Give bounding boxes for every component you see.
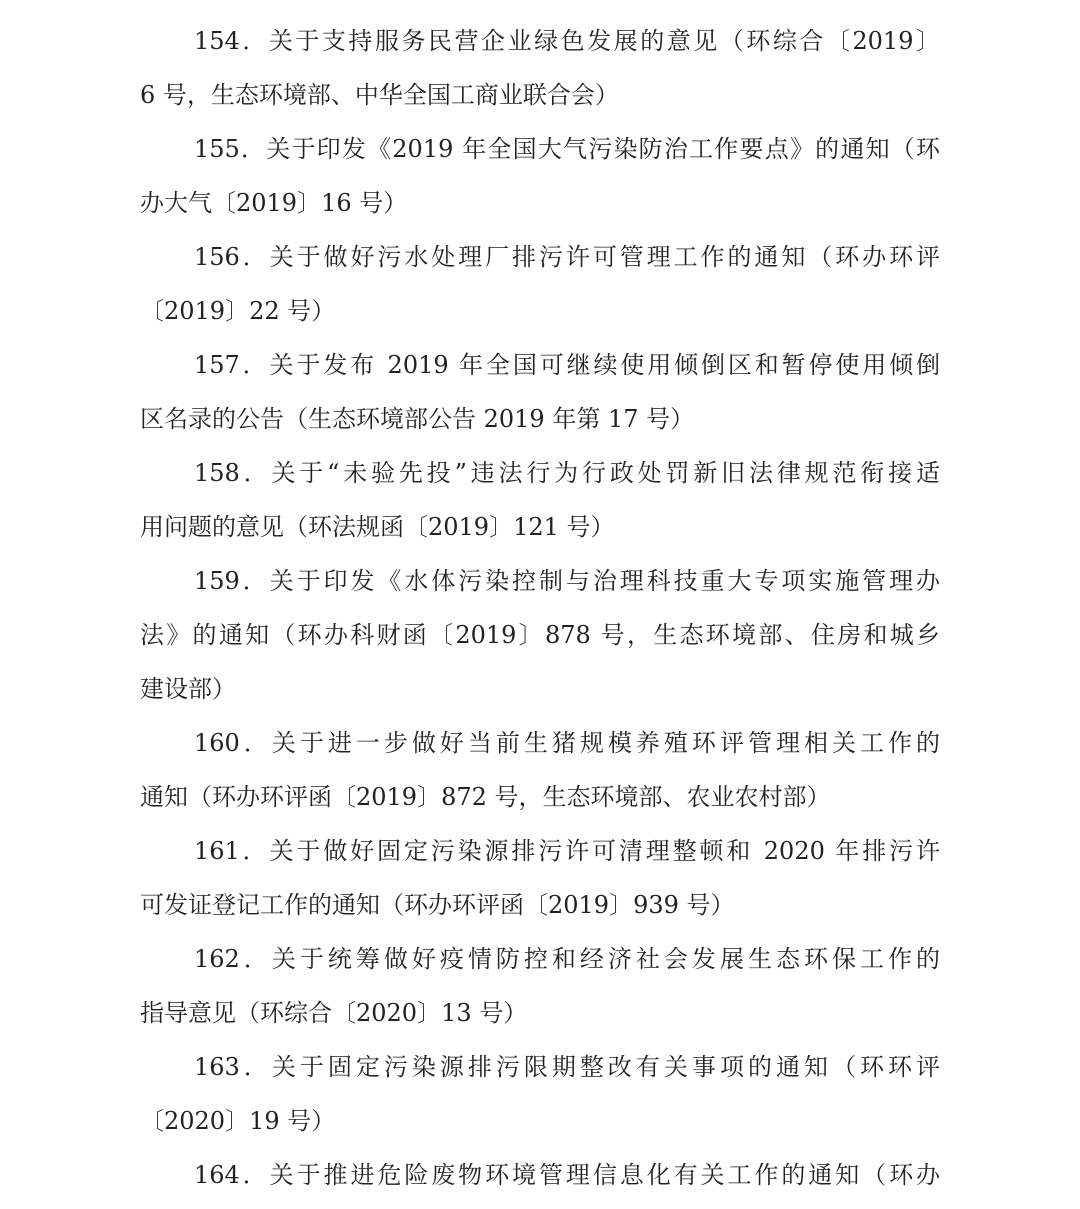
item-line: 155．关于印发《2019 年全国大气污染防治工作要点》的通知（环: [194, 135, 940, 163]
item-line: 157．关于发布 2019 年全国可继续使用倾倒区和暂停使用倾倒: [194, 351, 940, 379]
list-item-158: [140, 446, 940, 554]
item-line: 法》的通知（环办科财函〔2019〕878 号，生态环境部、住房和城乡: [140, 621, 940, 649]
list-item-161: [140, 824, 940, 932]
list-item-159: [140, 554, 940, 716]
item-line: 164．关于推进危险废物环境管理信息化有关工作的通知（环办: [194, 1161, 940, 1189]
item-line: 区名录的公告（生态环境部公告 2019 年第 17 号）: [140, 405, 695, 433]
item-line: 154．关于支持服务民营企业绿色发展的意见（环综合〔2019〕: [194, 27, 940, 55]
item-line: 用问题的意见（环法规函〔2019〕121 号）: [140, 513, 615, 541]
item-line: 156．关于做好污水处理厂排污许可管理工作的通知（环办环评: [194, 243, 940, 271]
item-line: 建设部）: [140, 675, 236, 703]
item-line: 通知（环办环评函〔2019〕872 号，生态环境部、农业农村部）: [140, 783, 831, 811]
item-line: 159．关于印发《水体污染控制与治理科技重大专项实施管理办: [194, 567, 940, 595]
item-line: 160．关于进一步做好当前生猪规模养殖环评管理相关工作的: [194, 729, 940, 757]
list-item-164: [140, 1148, 940, 1202]
list-item-154: [140, 14, 940, 122]
item-line: 6 号，生态环境部、中华全国工商业联合会）: [140, 81, 619, 109]
item-line: 〔2019〕22 号）: [140, 297, 336, 325]
item-line: 可发证登记工作的通知（环办环评函〔2019〕939 号）: [140, 891, 735, 919]
list-item-155: [140, 122, 940, 230]
item-line: 指导意见（环综合〔2020〕13 号）: [140, 999, 528, 1027]
list-item-160: [140, 716, 940, 824]
document-page: [140, 14, 940, 1202]
list-item-162: [140, 932, 940, 1040]
list-item-157: [140, 338, 940, 446]
item-line: 办大气〔2019〕16 号）: [140, 189, 408, 217]
list-item-163: [140, 1040, 940, 1148]
item-line: 158．关于“未验先投”违法行为行政处罚新旧法律规范衔接适: [194, 459, 940, 487]
item-line: 〔2020〕19 号）: [140, 1107, 336, 1135]
list-item-156: [140, 230, 940, 338]
item-line: 163．关于固定污染源排污限期整改有关事项的通知（环环评: [194, 1053, 940, 1081]
item-line: 162．关于统筹做好疫情防控和经济社会发展生态环保工作的: [194, 945, 940, 973]
item-line: 161．关于做好固定污染源排污许可清理整顿和 2020 年排污许: [194, 837, 940, 865]
